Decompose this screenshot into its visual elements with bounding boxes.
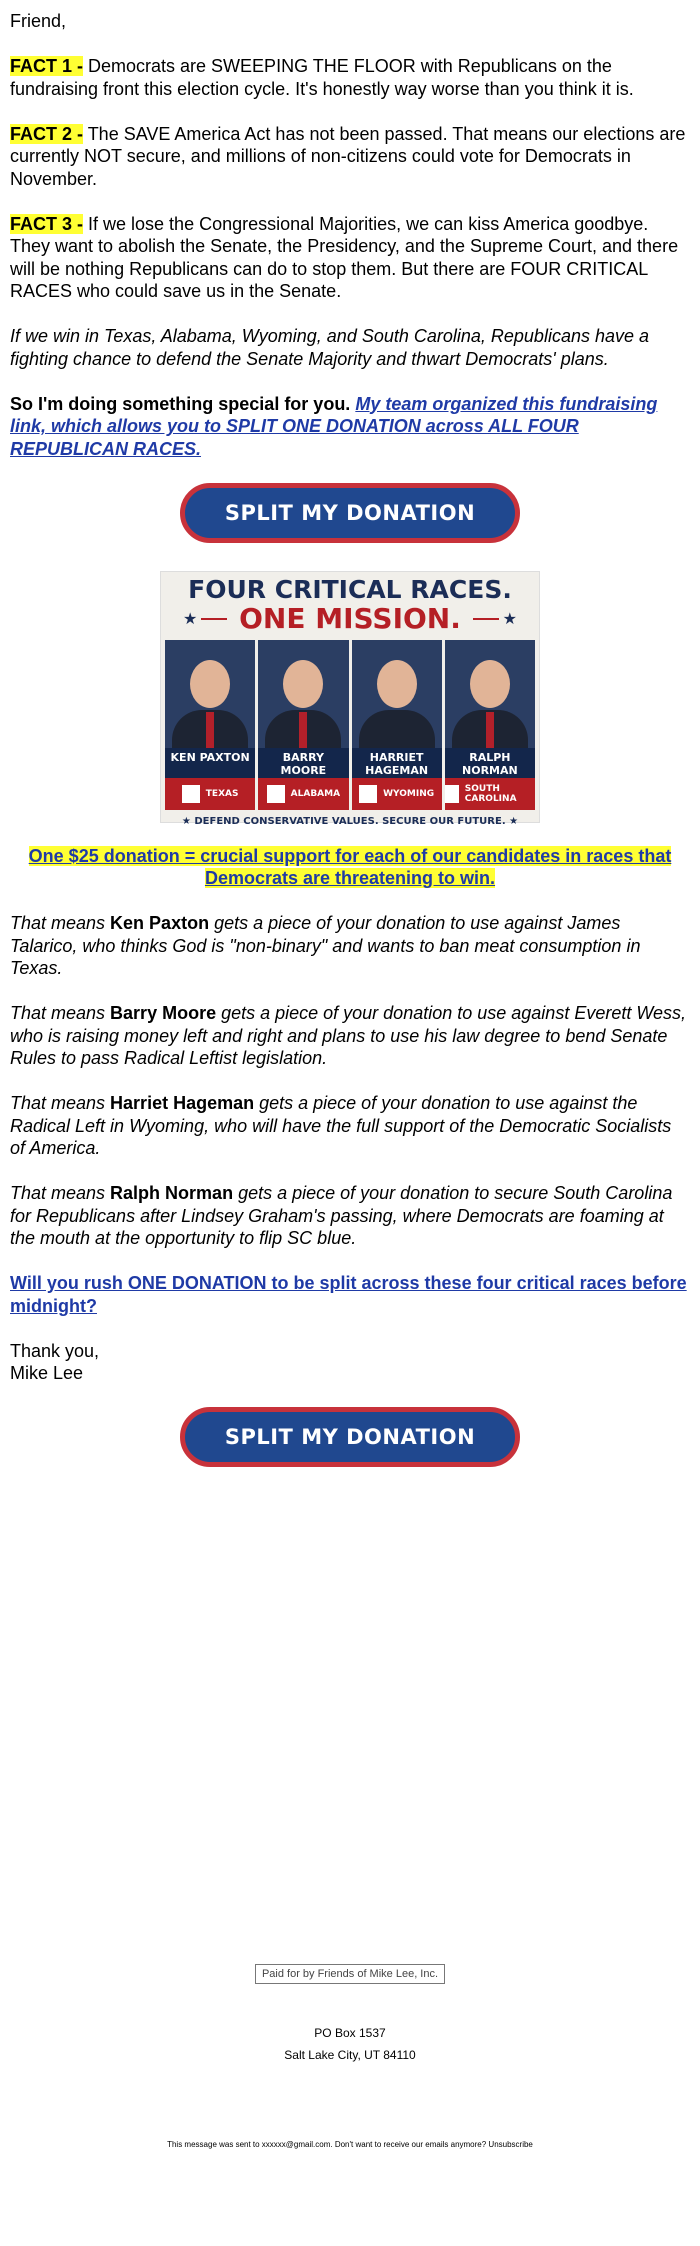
candidate-name: HARRIET HAGEMAN bbox=[352, 748, 442, 778]
alabama-icon bbox=[267, 785, 285, 803]
para-prefix: That means bbox=[10, 913, 111, 933]
signoff-name: Mike Lee bbox=[10, 1363, 84, 1383]
fact-2-tag: FACT 2 - bbox=[10, 123, 84, 144]
donation-highlight-para bbox=[10, 845, 690, 890]
south-carolina-icon bbox=[445, 785, 459, 803]
signoff bbox=[10, 1340, 690, 1385]
candidate-name: KEN PAXTON bbox=[165, 748, 255, 778]
candidate-card-hageman bbox=[352, 640, 442, 810]
candidate-name-inline: Harriet Hageman bbox=[110, 1093, 255, 1113]
candidate-state bbox=[258, 778, 348, 810]
rush-para bbox=[10, 1272, 690, 1317]
split-donation-button-bottom[interactable]: SPLIT MY DONATION bbox=[180, 1407, 520, 1467]
divider bbox=[473, 618, 499, 620]
para-prefix: That means bbox=[10, 1093, 111, 1113]
special-lead: So I'm doing something special for you. bbox=[10, 393, 351, 414]
address-line-1: PO Box 1537 bbox=[314, 2026, 386, 2040]
candidate-photo bbox=[258, 640, 348, 748]
paid-for-box-wrap bbox=[0, 1964, 700, 1984]
fact-3 bbox=[10, 213, 690, 303]
fact-3-text: If we lose the Congressional Majorities, we can kiss America goodbye. They want to abolish the Senate, the Presidency, and the Supreme Court, and there will be nothing Republicans can do to stop them. But there are FOUR CRITICAL RACES who could save us in the Senate. bbox=[10, 213, 679, 301]
candidate-photo bbox=[445, 640, 535, 748]
candidate-para-hageman bbox=[10, 1092, 690, 1160]
mailing-address bbox=[0, 2022, 700, 2066]
state-label: TEXAS bbox=[205, 788, 239, 799]
fact-2-text: The SAVE America Act has not been passed. That means our elections are currently NOT secure, and millions of non-citizens could vote for Democrats in November. bbox=[10, 123, 686, 189]
state-label: ALABAMA bbox=[290, 788, 341, 799]
star-icon: ★ bbox=[183, 608, 198, 628]
para-body: gets a piece of your donation to secure South Carolina for Republicans after Lindsey Graham's passing, where Democrats are foaming at the mouth at the opportunity to flip SC blue. bbox=[10, 1183, 673, 1248]
unsubscribe-text[interactable]: This message was sent to xxxxxx@gmail.com. Don't want to receive our emails anymore? Unsubscribe bbox=[167, 2140, 533, 2149]
candidate-name-inline: Ralph Norman bbox=[110, 1183, 234, 1203]
donation-highlight-link[interactable]: One $25 donation = crucial support for each of our candidates in races that Democrats are threatening to win. bbox=[28, 845, 672, 888]
fundraising-link[interactable]: My team organized this fundraising link, which allows you to SPLIT ONE DONATION across ALL FOUR REPUBLICAN RACES. bbox=[10, 393, 658, 459]
candidates-banner[interactable] bbox=[160, 571, 540, 827]
para-body: gets a piece of your donation to use against the Radical Left in Wyoming, who will have the full support of the Democratic Socialists of America. bbox=[10, 1093, 672, 1158]
fact-3-tag: FACT 3 - bbox=[10, 213, 84, 234]
paid-for-disclaimer: Paid for by Friends of Mike Lee, Inc. bbox=[255, 1964, 445, 1984]
fact-1-text: Democrats are SWEEPING THE FLOOR with Republicans on the fundraising front this election cycle. It's honestly way worse than you think it is. bbox=[10, 56, 634, 99]
candidate-state bbox=[352, 778, 442, 810]
rush-donation-link[interactable]: Will you rush ONE DONATION to be split across these four critical races before midnight? bbox=[10, 1273, 687, 1316]
candidate-para-paxton bbox=[10, 912, 690, 980]
banner-line-2-wrap bbox=[161, 601, 539, 635]
para-body: gets a piece of your donation to use against James Talarico, who thinks God is "non-binary" and wants to ban meat consumption in Texas. bbox=[10, 913, 641, 978]
candidate-card-moore bbox=[258, 640, 348, 810]
candidate-name: BARRY MOORE bbox=[258, 748, 348, 778]
candidate-state bbox=[445, 778, 535, 810]
signoff-thanks: Thank you, bbox=[10, 1340, 100, 1361]
candidate-name: RALPH NORMAN bbox=[445, 748, 535, 778]
candidate-para-norman bbox=[10, 1182, 690, 1250]
star-icon: ★ bbox=[502, 608, 517, 628]
texas-icon bbox=[182, 785, 200, 803]
italic-paragraph: If we win in Texas, Alabama, Wyoming, and South Carolina, Republicans have a fighting chance to defend the Senate Majority and thwart Democrats' plans. bbox=[10, 326, 650, 369]
state-label: SOUTH CAROLINA bbox=[464, 783, 517, 804]
candidate-card-paxton bbox=[165, 640, 255, 810]
candidate-state bbox=[165, 778, 255, 810]
address-line-2: Salt Lake City, UT 84110 bbox=[284, 2048, 416, 2062]
candidate-para-moore bbox=[10, 1002, 690, 1070]
divider bbox=[201, 618, 227, 620]
greeting: Friend, bbox=[10, 11, 67, 31]
candidate-name-inline: Ken Paxton bbox=[110, 913, 210, 933]
para-prefix: That means bbox=[10, 1003, 111, 1023]
cta-row-top bbox=[10, 483, 690, 543]
fact-1 bbox=[10, 55, 690, 100]
special-paragraph bbox=[10, 393, 690, 461]
banner-line-1: FOUR CRITICAL RACES. bbox=[188, 574, 512, 604]
candidate-photo bbox=[352, 640, 442, 748]
candidate-grid bbox=[161, 634, 539, 810]
para-body: gets a piece of your donation to use against Everett Wess, who is raising money left and right and plans to use his law degree to bend Senate Rules to pass Radical Leftist legislation. bbox=[10, 1003, 687, 1068]
banner-line-2: ONE MISSION. bbox=[239, 601, 461, 635]
candidate-card-norman bbox=[445, 640, 535, 810]
banner-footer: ★ DEFEND CONSERVATIVE VALUES. SECURE OUR FUTURE. ★ bbox=[181, 815, 519, 827]
state-label: WYOMING bbox=[383, 788, 435, 799]
para-prefix: That means bbox=[10, 1183, 111, 1203]
candidate-photo bbox=[165, 640, 255, 748]
fact-2 bbox=[10, 123, 690, 191]
fact-1-tag: FACT 1 - bbox=[10, 56, 84, 76]
cta-row-bottom bbox=[10, 1407, 690, 1467]
unsubscribe-line bbox=[0, 2140, 700, 2149]
candidate-name-inline: Barry Moore bbox=[110, 1003, 217, 1023]
wyoming-icon bbox=[359, 785, 377, 803]
split-donation-button-top[interactable]: SPLIT MY DONATION bbox=[180, 483, 520, 543]
